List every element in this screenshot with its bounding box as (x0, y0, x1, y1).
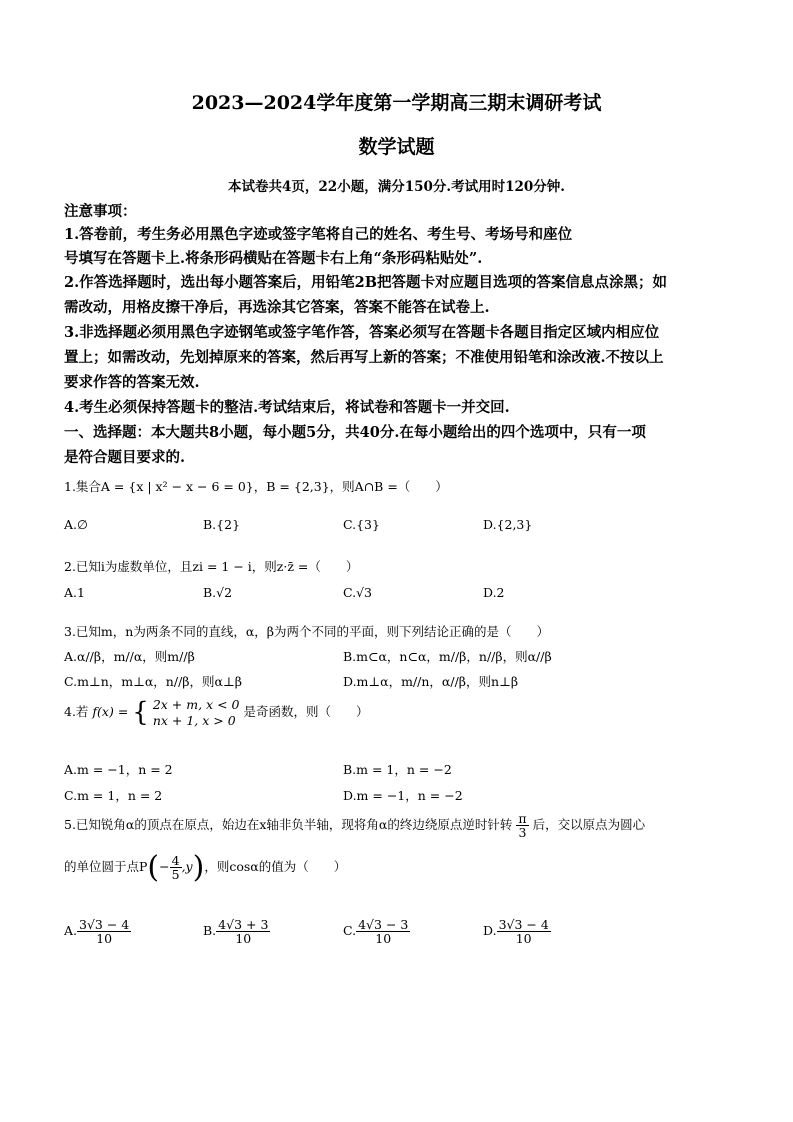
q5-option-d (483, 918, 551, 945)
exam-info: 本试卷共4页，22小题，满分150分.考试用时120分钟. (228, 179, 565, 195)
q5-p-den: 5 (171, 867, 180, 882)
q1-option-b: B.{2} (203, 517, 241, 532)
notes-heading: 注意事项： (64, 203, 137, 220)
q5-option-d-label: D. (483, 923, 497, 939)
note-1-line-2: 号填写在答题卡上.将条形码横贴在答题卡右上角“条形码粘贴处”. (64, 250, 483, 267)
q4-option-b: B.m = 1，n = −2 (343, 762, 452, 777)
q5-option-b-fraction (216, 918, 270, 945)
exam-subtitle: 数学试题 (358, 136, 435, 158)
q1-option-c: C.{3} (343, 517, 380, 532)
q1-option-d: D.{2,3} (483, 517, 533, 532)
q5-option-c-den: 10 (375, 931, 392, 947)
q4-function: f(x) = (92, 704, 129, 720)
q1-option-a: A.∅ (64, 517, 88, 532)
q4-prefix: 4.若 (64, 704, 89, 720)
note-3-line-3: 要求作答的答案无效. (64, 374, 200, 391)
q4-option-a: A.m = −1，n = 2 (64, 762, 173, 777)
q5-option-a (64, 918, 131, 945)
q5-option-b-label: B. (203, 923, 217, 939)
q5-option-b-den: 10 (235, 931, 252, 947)
section-1-line-2: 是符合题目要求的. (64, 449, 186, 466)
exam-title: 2023—2024学年度第一学期高三期末调研考试 (191, 92, 602, 114)
note-3-line-2: 置上；如需改动，先划掉原来的答案，然后再写上新的答案；不准使用铅笔和涂改液.不按以上 (64, 349, 664, 366)
q5-option-a-fraction (77, 918, 131, 945)
q5-left-paren: ( (147, 850, 160, 885)
q5-line-1-post: 后，交以原点为圆心 (532, 817, 646, 833)
q5-p-num: 4 (171, 852, 180, 868)
q4-case-1: 2x + m, x < 0 (152, 697, 240, 712)
q5-pi-over-3 (516, 812, 528, 839)
note-4: 4.考生必须保持答题卡的整洁.考试结束后，将试卷和答题卡一并交回. (64, 399, 510, 416)
q2-option-a: A.1 (64, 585, 85, 600)
q5-p-rest: ,y (181, 859, 193, 874)
q5-line-2 (64, 850, 346, 885)
q3-option-d: D.m⊥α，m//n，α//β，则n⊥β (343, 674, 519, 689)
q5-line-2-post: ，则cosα的值为（ ） (204, 859, 347, 874)
q5-option-a-num: 3√3 − 4 (79, 917, 130, 932)
q5-three: 3 (518, 825, 527, 841)
note-2-line-2: 需改动，用格皮擦干净后，再选涂其它答案，答案不能答在试卷上. (64, 299, 490, 316)
q4-brace: { (132, 697, 149, 728)
q1-stem: 1.集合A = {x | x² − x − 6 = 0}，B = {2,3}，则A∩B =（ ） (64, 479, 448, 494)
q5-option-d-den: 10 (515, 931, 532, 947)
q4-suffix: 是奇函数，则（ ） (243, 704, 369, 720)
q2-option-b: B.√2 (203, 585, 233, 600)
q5-option-a-label: A. (64, 923, 78, 939)
q4-stem (64, 697, 368, 728)
q3-option-c: C.m⊥n，m⊥α，n//β，则α⊥β (64, 674, 242, 689)
q5-pi: π (518, 811, 527, 826)
q5-option-b (203, 918, 270, 945)
q5-right-paren: ) (192, 850, 205, 885)
note-2-line-1: 2.作答选择题时，选出每小题答案后，用铅笔2B把答题卡对应题目选项的答案信息点涂黑；如 (64, 274, 667, 291)
q4-cases (153, 697, 240, 728)
section-1-line-1: 一、选择题：本大题共8小题，每小题5分，共40分.在每小题给出的四个选项中，只有一项 (64, 424, 646, 441)
q5-line-2-pre: 的单位圆于点P (64, 859, 148, 874)
q3-option-b: B.m⊂α，n⊂α，m//β，n//β，则α//β (343, 649, 552, 664)
q5-option-c-num: 4√3 − 3 (358, 917, 409, 932)
q3-stem: 3.已知m，n为两条不同的直线，α，β为两个不同的平面，则下列结论正确的是（ ） (64, 624, 549, 639)
q5-option-a-den: 10 (96, 931, 113, 947)
note-1-line-1: 1.答卷前，考生务必用黑色字迹或签字笔将自己的姓名、考生号、考场号和座位 (64, 226, 573, 243)
q4-case-2: nx + 1, x > 0 (152, 712, 236, 728)
q5-point-fraction (170, 854, 182, 881)
q4-option-d: D.m = −1，n = −2 (343, 788, 463, 803)
q5-option-b-num: 4√3 + 3 (218, 917, 269, 932)
q3-option-a: A.α//β，m//α，则m//β (64, 649, 195, 664)
q5-option-c-label: C. (343, 923, 357, 939)
q4-option-c: C.m = 1，n = 2 (64, 788, 163, 803)
q5-line-1-pre: 5.已知锐角α的顶点在原点，始边在x轴非负半轴，现将角α的终边绕原点逆时针转 (64, 817, 513, 833)
q5-minus: − (159, 859, 170, 874)
q5-option-c-fraction (356, 918, 410, 945)
q2-stem: 2.已知i为虚数单位，且zi = 1 − i，则z·z̄ =（ ） (64, 559, 359, 574)
note-3-line-1: 3.非选择题必须用黑色字迹钢笔或签字笔作答，答案必须写在答题卡各题目指定区域内相应位 (64, 324, 660, 341)
q5-option-d-num: 3√3 − 4 (498, 917, 549, 932)
q5-line-1 (64, 812, 645, 839)
q2-option-c: C.√3 (343, 585, 373, 600)
q5-option-d-fraction (497, 918, 551, 945)
q5-option-c (343, 918, 410, 945)
q2-option-d: D.2 (483, 585, 505, 600)
